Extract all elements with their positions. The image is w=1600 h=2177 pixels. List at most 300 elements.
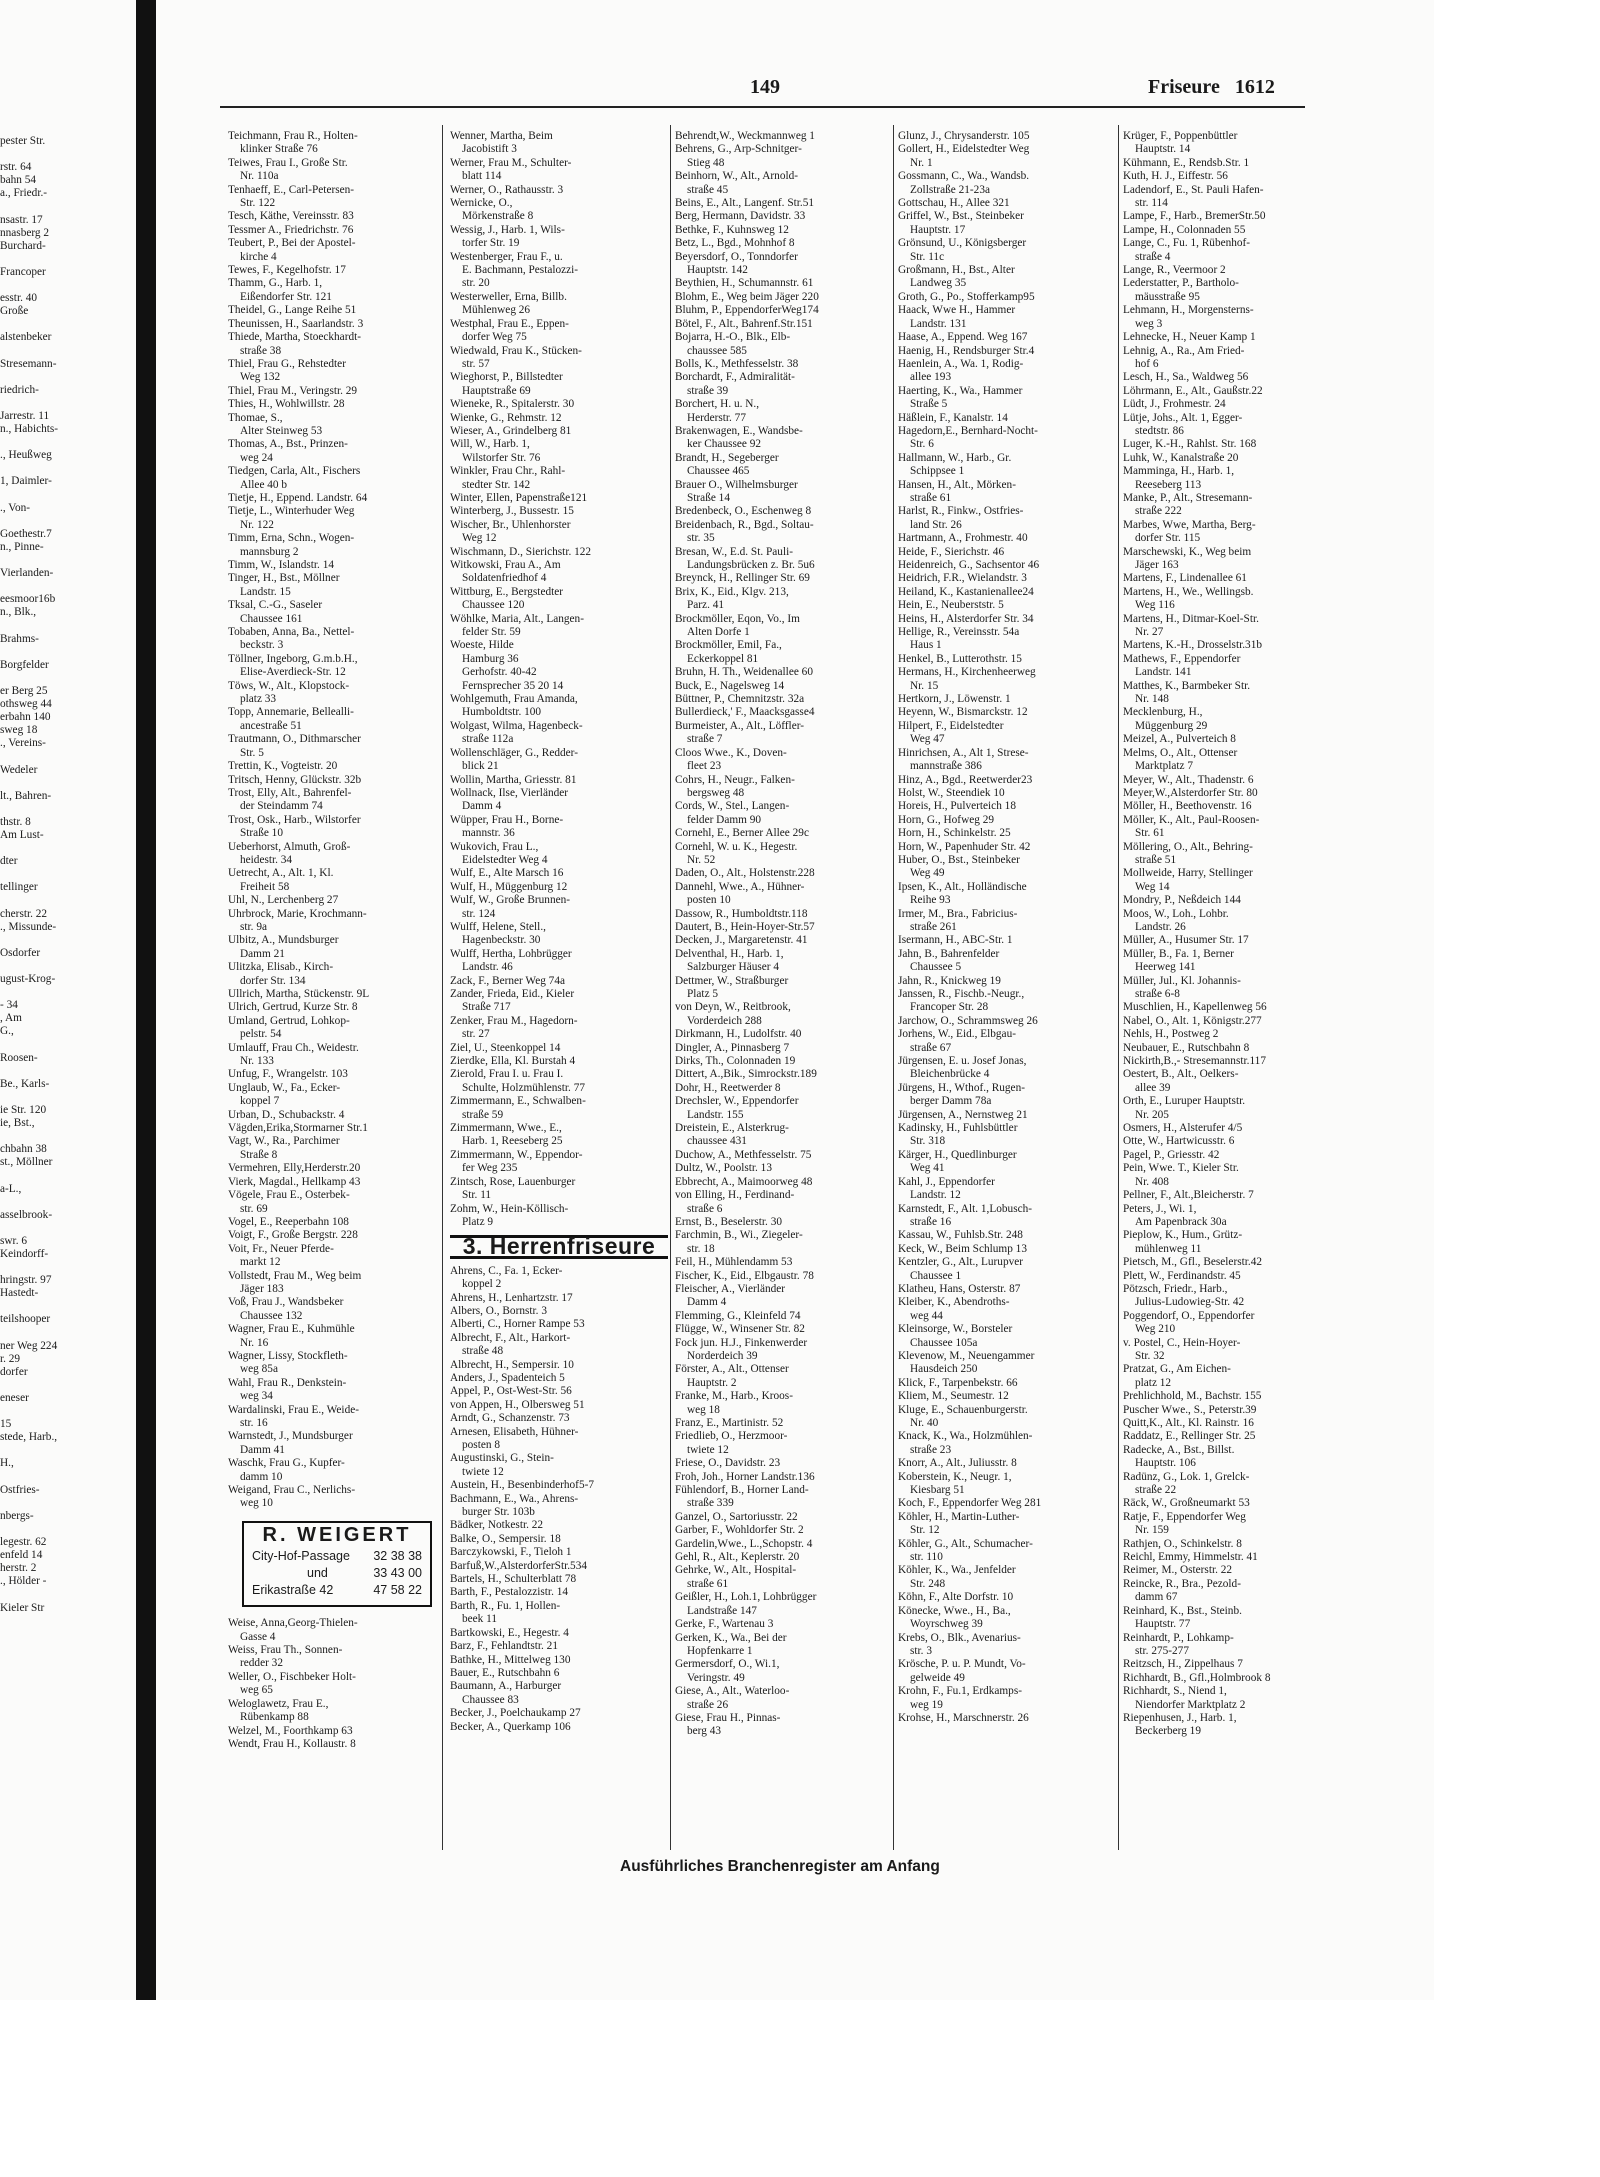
directory-entry-line: Chaussee 161 [240,612,303,625]
directory-entry-line: Ebbrecht, A., Maimoorweg 48 [675,1175,813,1188]
directory-entry-line: Müller, Jul., Kl. Johannis- [1123,974,1241,987]
directory-entry-line: Pagel, P., Griesstr. 42 [1123,1148,1220,1161]
directory-entry-line: Ziel, U., Steenkoppel 14 [450,1041,561,1054]
directory-entry-line: Marktplatz 7 [1135,760,1194,773]
directory-entry-line: Ulbitz, A., Mundsburger [228,934,339,947]
ad-line [252,1548,422,1565]
directory-entry-line: Dingler, A., Pinnasberg 7 [675,1041,790,1054]
directory-entry-line: E. Bachmann, Pestalozzi- [462,264,579,277]
directory-entry-line: Westphal, Frau E., Eppen- [450,317,569,330]
directory-entry-line [0,1444,90,1457]
directory-entry-line: Wilstorfer Str. 76 [462,451,541,464]
directory-entry-line: Wulff, Hertha, Lohbrügger [450,947,572,960]
directory-entry-line: Farchmin, B., Wi., Ziegeler- [675,1229,803,1242]
directory-entry-line: Str. 12 [910,1524,940,1537]
directory-entry-line: Nr. 159 [1135,1524,1169,1537]
directory-entry-line: Baumann, A., Harburger [450,1680,562,1693]
directory-entry-line: straße 67 [910,1041,952,1054]
directory-entry-line: G., [0,1025,14,1038]
directory-entry-line: heidestr. 34 [240,853,293,866]
directory-entry-line: Dirkmann, H., Ludolfstr. 40 [675,1028,802,1041]
directory-entry-line: kirche 4 [240,250,277,263]
column-rule [1118,125,1119,1850]
directory-entry-line: Bleichenbrücke 4 [910,1068,990,1081]
directory-entry-line: Brockmöller, Emil, Fa., [675,639,782,652]
directory-entry-line: Reinhardt, P., Lohkamp- [1123,1631,1234,1644]
directory-entry-line: Warnstedt, J., Mundsburger [228,1430,353,1443]
directory-entry-line: Huber, O., Bst., Steinbeker [898,853,1020,866]
directory-entry-line: eesmoor16b [0,593,56,606]
directory-entry-line: Heiland, K., Kastanienallee24 [898,585,1034,598]
directory-entry-line: Lehnig, A., Ra., Am Fried- [1123,344,1245,357]
directory-entry-line: Mecklenburg, H., [1123,706,1203,719]
directory-entry-line: Nr. 16 [240,1336,269,1349]
directory-column-1 [228,130,440,1751]
directory-entry-line: Brakenwagen, E., Wandsbe- [675,424,803,437]
directory-entry-line: Tenhaeff, E., Carl-Petersen- [228,183,355,196]
directory-entry-line: Mörkenstraße 8 [462,210,534,223]
directory-entry-line: Wedeler [0,763,38,776]
directory-entry-line [0,1327,90,1340]
directory-entry-line: burger Str. 103b [462,1506,535,1519]
directory-entry-line: lt., Bahren- [0,789,52,802]
directory-entry-line: Müggenburg 29 [1135,719,1208,732]
directory-entry-line: Alten Dorfe 1 [687,626,750,639]
directory-entry-line: Francoper Str. 28 [910,1001,989,1014]
directory-entry-line [0,1379,90,1392]
directory-entry-line: Zander, Frieda, Eid., Kieler [450,988,575,1000]
directory-entry-line: Lehnecke, H., Neuer Kamp 1 [1123,331,1256,344]
directory-entry-line: Platz 5 [687,988,719,1000]
directory-entry-line: Wukovich, Frau L., [450,840,539,853]
directory-entry-line: Teichmann, Frau R., Holten- [228,130,358,142]
directory-entry-line: bahn 54 [0,174,37,187]
directory-column-3 [675,130,891,1739]
directory-entry-line: Glunz, J., Chrysanderstr. 105 [898,130,1030,142]
directory-entry-line: koppel 7 [240,1095,280,1108]
directory-entry-line [0,1261,90,1274]
directory-entry-line: Barth, F., Pestalozzistr. 14 [450,1586,569,1599]
directory-entry-line: Betz, L., Bgd., Mohnhof 8 [675,237,795,250]
directory-entry-line: Heidrich, F.R., Wielandstr. 3 [898,572,1027,585]
directory-entry-line: Wulf, W., Große Brunnen- [450,894,571,907]
directory-entry-line: Delventhal, H., Harb. 1, [675,947,784,960]
directory-entry-line: straße 4 [1135,250,1171,263]
directory-entry-line: blatt 114 [462,170,502,183]
directory-entry-line: straße 61 [910,491,952,504]
directory-entry-line: Melms, O., Alt., Ottenser [1123,746,1238,759]
directory-entry-line: Hansen, H., Alt., Mörken- [898,478,1016,491]
directory-entry-line: Lange, R., Veermoor 2 [1123,264,1226,277]
gutter-shadow [136,0,156,2000]
directory-entry-line [0,619,90,632]
directory-entry-line: Häßlein, F., Kanalstr. 14 [898,411,1008,424]
directory-entry-line: Beythien, H., Schumannstr. 61 [675,277,814,290]
directory-entry-line: ., Von- [0,501,31,514]
directory-entry-line: Isermann, H., ABC-Str. 1 [898,934,1013,947]
directory-entry-line: straße 45 [687,183,729,196]
directory-entry-line: Str. 61 [1135,827,1165,840]
directory-entry-line: Fock jun. H.J., Finkenwerder [675,1336,808,1349]
directory-entry-line: Schulte, Holzmühlenstr. 77 [462,1081,585,1094]
directory-entry-line: von Appen, H., Olbersweg 51 [450,1398,585,1411]
directory-entry-line: Harlst, R., Finkw., Ostfries- [898,505,1024,518]
directory-entry-line: Wieghorst, P., Billstedter [450,371,563,384]
directory-entry-line: Ganzel, O., Sartoriusstr. 22 [675,1510,798,1523]
directory-entry-line: Vögele, Frau E., Osterbek- [228,1189,350,1202]
directory-entry-line: Nr. 40 [910,1417,939,1429]
directory-entry-line: Gottschau, H., Allee 321 [898,197,1010,210]
directory-entry-line: weg 10 [240,1497,273,1510]
directory-entry-line: Haus 1 [910,639,942,652]
directory-entry-line: chaussee 585 [687,344,747,357]
directory-entry-line: stede, Harb., [0,1431,58,1444]
directory-entry-line: Giese, Frau H., Pinnas- [675,1711,781,1724]
directory-entry-line: str. 110 [910,1551,943,1564]
directory-entry-line: Trost, Osk., Harb., Wilstorfer [228,813,361,826]
directory-entry-line: Eckerkoppel 81 [687,652,759,665]
directory-entry-line: Salzburger Häuser 4 [687,961,780,974]
directory-entry-line: Meizel, A., Pulverteich 8 [1123,733,1236,746]
directory-entry-line: enfeld 14 [0,1549,43,1562]
directory-entry-line: Lehmann, H., Morgensterns- [1123,304,1254,317]
ad-address: City-Hof-Passage [252,1549,350,1564]
directory-entry-line: Barczykowski, F., Tieloh 1 [450,1546,572,1559]
directory-entry-line: Heins, H., Alsterdorfer Str. 34 [898,612,1034,625]
directory-entry-line: Weller, O., Fischbeker Holt- [228,1670,356,1683]
directory-entry-line: Osmers, H., Alsterufer 4/5 [1123,1122,1243,1135]
directory-entry-line: markt 12 [240,1256,281,1269]
directory-entry-line: Jürgens, H., Wthof., Rugen- [898,1081,1025,1094]
directory-entry-line: Matthes, K., Barmbeker Str. [1123,679,1251,692]
directory-entry-line: Richhardt, B., Gfl.,Holmbrook 8 [1123,1671,1271,1684]
directory-entry-line: berg 43 [687,1725,721,1738]
directory-entry-line: a-L., [0,1182,22,1195]
directory-entry-line: Jarrestr. 11 [0,409,50,422]
directory-entry-line: Bachmann, E., Wa., Ahrens- [450,1492,579,1505]
directory-entry-line: str. 9a [240,920,267,933]
directory-entry-line: dorfer [0,1365,28,1378]
directory-entry-line: Trost, Elly, Alt., Bahrenfel- [228,786,352,799]
directory-entry-line: Augustinski, G., Stein- [450,1452,554,1465]
directory-entry-line: Ipsen, K., Alt., Holländische [898,880,1027,893]
directory-entry-line: Hallmann, W., Harb., Gr. [898,451,1012,464]
directory-entry-line: Mollweide, Harry, Stellinger [1123,867,1253,880]
directory-entry-line: hringstr. 97 [0,1274,52,1287]
directory-entry-line: Luhk, W., Kanalstraße 20 [1123,451,1239,464]
directory-entry-line: Winterberg, J., Bussestr. 15 [450,505,574,518]
directory-entry-line: Wernicke, O., [450,197,513,210]
directory-entry-line: Uetrecht, A., Alt. 1, Kl. [228,867,334,880]
directory-entry-line: Weg 41 [910,1162,945,1175]
directory-entry-line: Muschlien, H., Kapellenweg 56 [1123,1001,1267,1014]
directory-entry-line: Möller, K., Alt., Paul-Roosen- [1123,813,1260,826]
directory-entry-line: Will, W., Harb. 1, [450,438,530,451]
directory-entry-line: Haase, A., Eppend. Weg 167 [898,331,1028,344]
directory-entry-line [0,200,90,213]
directory-entry-line: Wardalinski, Frau E., Weide- [228,1403,359,1416]
directory-entry-line: Dassow, R., Humboldtstr.118 [675,907,808,920]
directory-entry-line: Elise-Averdieck-Str. 12 [240,666,346,679]
directory-entry-line: Timm, W., Islandstr. 14 [228,559,334,571]
directory-entry-line: Heerweg 141 [1135,961,1196,974]
directory-entry-line: Tritsch, Henny, Glückstr. 32b [228,773,362,786]
directory-entry-line: Kiesbarg 51 [910,1484,965,1497]
directory-entry-line: Manke, P., Alt., Stresemann- [1123,491,1253,504]
directory-entry-line: felder Str. 59 [462,626,521,639]
directory-entry-line: Reichl, Emmy, Himmelstr. 41 [1123,1551,1258,1564]
directory-entry-line: Zimmermann, E., Schwalben- [450,1095,586,1108]
directory-entry-line: Becker, A., Querkamp 106 [450,1720,571,1733]
directory-entry-line: a., Friedr.- [0,187,48,200]
directory-entry-line: weg 24 [240,451,273,464]
directory-entry-line: Möller, H., Beethovenstr. 16 [1123,800,1252,813]
directory-entry-line: Froh, Joh., Horner Landstr.136 [675,1470,815,1483]
directory-entry-line: Welzel, M., Foorthkamp 63 [228,1724,353,1737]
page-footer: Ausführliches Branchenregister am Anfang [620,1858,940,1875]
directory-entry-line: Grönsund, U., Königsberger [898,237,1027,250]
directory-entry-line: thstr. 8 [0,815,31,828]
directory-entry-line: Thamm, G., Harb. 1, [228,277,323,290]
directory-entry-line: Köhler, K., Wa., Jenfelder [898,1564,1016,1577]
directory-entry-line [0,1471,90,1484]
directory-entry-line: Veringstr. 49 [687,1671,745,1684]
directory-entry-line: Breynck, H., Rellinger Str. 69 [675,572,810,585]
directory-entry-line: dter [0,855,18,868]
directory-entry-line: Gollert, H., Eidelstedter Weg [898,143,1030,156]
header-rule [220,106,1305,108]
directory-entry-line: Bartkowski, E., Hegestr. 4 [450,1626,569,1639]
directory-entry-line: Borchardt, F., Admiralität- [675,371,795,384]
directory-entry-line: Koberstein, K., Neugr. 1, [898,1470,1012,1483]
directory-entry-line: Orth, E., Luruper Hauptstr. [1123,1095,1246,1108]
directory-entry-line: Hauptstraße 69 [462,384,531,397]
directory-entry-line: Cohrs, H., Neugr., Falken- [675,773,795,786]
directory-entry-line: Chaussee 83 [462,1693,519,1706]
directory-entry-line: sweg 18 [0,724,38,737]
directory-entry-line [0,1222,90,1235]
directory-entry-line: Balke, O., Sempersir. 18 [450,1532,561,1545]
directory-entry-line: Cords, W., Stel., Langen- [675,800,790,813]
directory-entry-line: Vierlanden- [0,567,54,580]
ad-phone: 47 58 22 [373,1583,422,1598]
directory-entry-line: damm 67 [1135,1591,1178,1604]
directory-entry-line: str. 16 [240,1417,268,1429]
directory-entry-line: Wagner, Lissy, Stockfleth- [228,1349,348,1362]
directory-entry-line: Vierk, Magdal., Hellkamp 43 [228,1175,361,1188]
directory-entry-line: Haerting, K., Wa., Hammer [898,384,1023,397]
directory-entry-line: Vollstedt, Frau M., Weg beim [228,1269,362,1282]
directory-entry-line: Bresan, W., E.d. St. Pauli- [675,545,793,558]
directory-entry-line: Tesch, Käthe, Vereinsstr. 83 [228,210,354,223]
directory-entry-line: Voß, Frau J., Wandsbeker [228,1296,344,1309]
directory-entry-line: Weg 132 [240,371,281,384]
directory-entry-line: Cornehl, E., Berner Allee 29c [675,827,809,840]
directory-entry-line: Moos, W., Loh., Lohbr. [1123,907,1229,920]
directory-entry-line: Landstr. 131 [910,317,967,330]
directory-entry-line: Martens, H., Ditmar-Koel-Str. [1123,612,1259,625]
directory-entry-line: Lesch, H., Sa., Waldweg 56 [1123,371,1249,384]
directory-entry-line: Hartmann, A., Frohmestr. 40 [898,532,1028,545]
directory-entry-line: tellinger [0,881,38,894]
directory-entry-line: fleet 23 [687,760,722,773]
directory-entry-line: Wollin, Martha, Griesstr. 81 [450,773,577,786]
directory-entry-line: straße 261 [910,920,957,933]
directory-entry-line: von Deyn, W., Reitbrook, [675,1001,791,1014]
directory-entry-line: Bartels, H., Schulterblatt 78 [450,1573,577,1586]
directory-entry-line: Umland, Gertrud, Lohkop- [228,1014,350,1027]
directory-entry-line: Dohr, H., Reetwerder 8 [675,1081,781,1094]
directory-entry-line: Feil, H., Mühlendamm 53 [675,1256,793,1269]
directory-entry-line [0,1497,90,1510]
directory-entry-line: Kärger, H., Quedlinburger [898,1148,1017,1161]
directory-entry-line: straße 7 [687,733,723,746]
directory-entry-line: Groth, G., Po., Stofferkamp95 [898,290,1035,303]
directory-entry-line: weg 65 [240,1684,273,1697]
directory-entry-line: Zenker, Frau M., Hagedorn- [450,1014,578,1027]
section-number: 1612 [1234,76,1275,98]
directory-entry-line: Borchert, H. u. N., [675,398,760,411]
directory-entry-line: Ulrich, Gertrud, Kurze Str. 8 [228,1001,358,1014]
directory-entry-line: ., Hölder - [0,1575,47,1588]
directory-entry-line: Thomae, S., [228,411,283,424]
directory-entry-line: Damm 4 [687,1296,727,1309]
directory-entry-line: Straße 8 [240,1148,278,1161]
directory-entry-line: Köhler, H., Martin-Luther- [898,1510,1020,1523]
directory-entry-line [0,1588,90,1601]
directory-entry-line: Dultz, W., Poolstr. 13 [675,1162,772,1175]
directory-entry-line: cherstr. 22 [0,907,48,920]
directory-entry-line [0,934,90,947]
directory-entry-line: ie, Bst., [0,1117,35,1130]
directory-entry-line: Weiss, Frau Th., Sonnen- [228,1644,343,1657]
directory-entry-line: Lederstatter, P., Bartholo- [1123,277,1239,290]
directory-entry-line: Heyenn, W., Bismarckstr. 12 [898,706,1028,719]
directory-entry-line: Kleiber, K., Abendroths- [898,1296,1010,1309]
directory-entry-line: Horn, W., Papenhuder Str. 42 [898,840,1031,853]
directory-entry-line: Burchard- [0,239,46,252]
ad-phone: 33 43 00 [373,1566,422,1581]
directory-entry-line: klinker Straße 76 [240,143,318,156]
directory-entry-line: Tiedgen, Carla, Alt., Fischers [228,465,361,478]
directory-entry-line: Ernst, B., Beselerstr. 30 [675,1215,782,1228]
directory-entry-line: Francoper [0,265,46,278]
directory-column-5 [1123,130,1333,1739]
directory-entry-line: Beins, E., Alt., Langenf. Str.51 [675,197,815,210]
directory-entry-line: Buck, E., Nagelsweg 14 [675,679,785,692]
directory-entry-line: Osdorfer [0,946,41,959]
directory-entry-line: Dannehl, Wwe., A., Hühner- [675,880,805,893]
directory-entry-line: Raddatz, E., Rellinger Str. 25 [1123,1430,1256,1443]
directory-entry-line: Westenberger, Frau F., u. [450,250,563,263]
directory-entry-line: straße 22 [1135,1484,1177,1497]
directory-entry-line: Krebs, O., Blk., Avenarius- [898,1631,1021,1644]
directory-entry-line: Horeis, H., Pulverteich 18 [898,800,1016,813]
directory-entry-line: Zierold, Frau I. u. Frau I. [450,1068,564,1081]
directory-entry-line [0,554,90,567]
directory-entry-line: Wischmann, D., Sierichstr. 122 [450,545,592,558]
directory-entry-line: Zohm, W., Hein-Köllisch- [450,1202,569,1215]
directory-entry-line [0,1300,90,1313]
directory-entry-line: ugust-Krog- [0,973,56,985]
directory-entry-line: ., Vereins- [0,737,46,750]
directory-entry-line: Zimmermann, Wwe., E., [450,1122,562,1135]
directory-entry-line: straße 48 [462,1345,504,1358]
directory-entry-line: pester Str. [0,135,46,147]
directory-entry-line: Töws, W., Alt., Klopstock- [228,679,350,692]
directory-entry-line: Thiel, Frau G., Rehstedter [228,357,346,370]
directory-entry-line: Daden, O., Alt., Holstenstr.228 [675,867,815,880]
directory-entry-line: Stresemann- [0,357,57,370]
directory-entry-line: Wendt, Frau H., Kollaustr. 8 [228,1737,356,1750]
directory-entry-line: Cloos Wwe., K., Doven- [675,746,787,759]
directory-entry-line: Meyer,W.,Alsterdorfer Str. 80 [1123,786,1258,799]
directory-entry-line: von Elling, H., Ferdinand- [675,1189,795,1202]
directory-entry-line: Weg 12 [462,532,497,545]
directory-entry-line: straße 59 [462,1108,504,1121]
directory-entry-line: Gardelin,Wwe., L.,Schopstr. 4 [675,1537,813,1550]
directory-entry-line: weg 3 [1135,317,1163,330]
directory-entry-line: straße 23 [910,1443,952,1456]
directory-entry-line: weg 18 [687,1403,720,1416]
directory-entry-line: ie Str. 120 [0,1103,47,1116]
directory-entry-line: Quitt,K., Alt., Kl. Rainstr. 16 [1123,1417,1254,1429]
directory-entry-line: Krösche, P. u. P. Mundt, Vo- [898,1658,1026,1671]
directory-entry-line: Pratzat, G., Am Eichen- [1123,1363,1231,1376]
directory-entry-line: straße 61 [687,1577,729,1590]
directory-entry-line: Hopfenkarre 1 [687,1644,753,1657]
directory-entry-line: Zintsch, Rose, Lauenburger [450,1175,576,1188]
directory-entry-line: Krohn, F., Fu.1, Erdkamps- [898,1685,1022,1698]
directory-entry-line: Tobaben, Anna, Ba., Nettel- [228,626,355,639]
directory-entry-line: Nabel, O., Alt. 1, Königstr.277 [1123,1014,1262,1027]
directory-entry-line: Wenner, Martha, Beim [450,130,553,142]
directory-entry-line: Norderdeich 39 [687,1349,758,1362]
directory-entry-line: Riepenhusen, J., Harb. 1, [1123,1711,1237,1724]
directory-entry-line: str. 20 [462,277,490,290]
directory-entry-line: Jahn, R., Knickweg 19 [898,974,1001,987]
directory-entry-line: Gehrke, W., Alt., Hospital- [675,1564,797,1577]
directory-entry-line: Plett, W., Ferdinandstr. 45 [1123,1269,1241,1282]
directory-entry-line: Soldatenfriedhof 4 [462,572,547,585]
directory-entry-line: Jarchow, O., Schrammsweg 26 [898,1014,1038,1027]
directory-entry-line: Dettmer, W., Straßburger [675,974,789,987]
directory-entry-line: eneser [0,1392,29,1404]
directory-entry-line: Beckerberg 19 [1135,1725,1201,1738]
directory-entry-line: straße 6 [687,1202,723,1215]
directory-entry-line: chbahn 38 [0,1143,47,1156]
directory-entry-line: Humboldtstr. 100 [462,706,542,719]
directory-entry-line: Albrecht, H., Sempersir. 10 [450,1358,574,1371]
directory-entry-line: straße 26 [687,1698,729,1711]
directory-entry-line: Straße 717 [462,1001,511,1014]
directory-entry-line: Unglaub, W., Fa., Ecker- [228,1081,341,1094]
directory-entry-line: Radecke, A., Bst., Billst. [1123,1443,1235,1456]
directory-entry-line: Tietje, H., Eppend. Landstr. 64 [228,491,368,504]
ad-line [252,1565,422,1582]
directory-entry-line: Straße 14 [687,491,730,504]
directory-entry-line: othsweg 44 [0,698,52,711]
directory-entry-line: Berg, Hermann, Davidstr. 33 [675,210,806,223]
directory-entry-line: Rathjen, O., Schinkelstr. 8 [1123,1537,1242,1550]
directory-entry-line: dorfer Weg 75 [462,331,527,344]
directory-entry-line: mäusstraße 95 [1135,290,1200,303]
directory-entry-line: Klick, F., Tarpenbekstr. 66 [898,1376,1018,1389]
directory-entry-line: gelweide 49 [910,1671,965,1684]
directory-entry-line: Chaussee 105a [910,1336,978,1349]
directory-entry-line: Theidel, G., Lange Reihe 51 [228,304,357,317]
directory-entry-line: Wagner, Frau E., Kuhmühle [228,1323,355,1336]
